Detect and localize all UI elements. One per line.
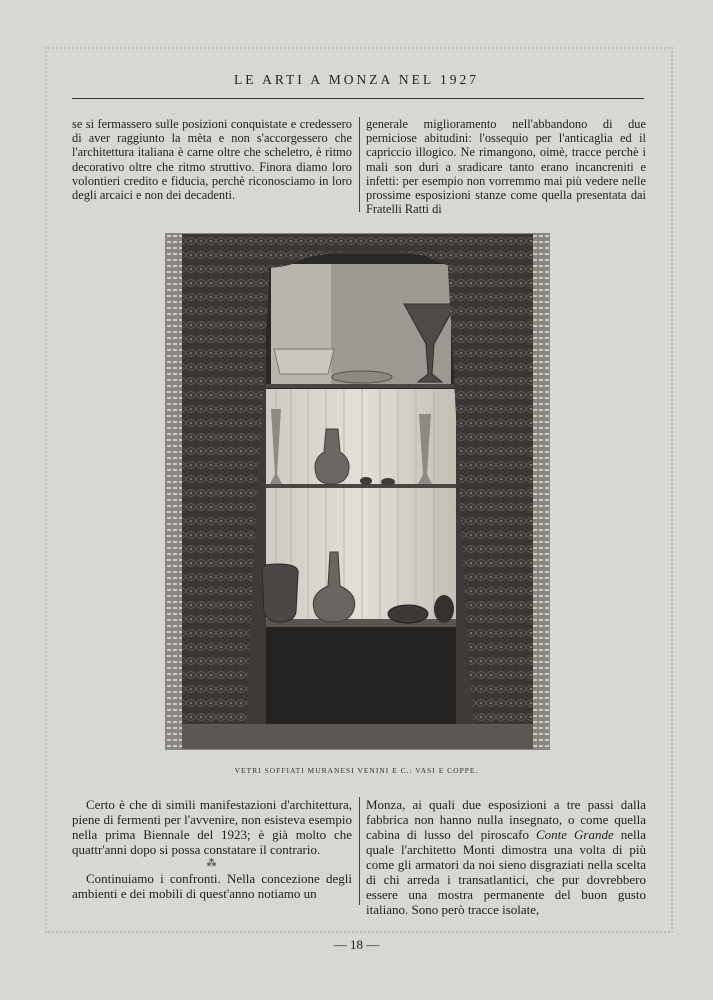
column-divider-bottom <box>359 797 360 905</box>
bottom-left-paragraph-2: Continuiamo i confronti. Nella concezione degli ambienti e dei mobili di quest'anno notiamo un <box>72 871 352 901</box>
right-gilt-frame <box>533 234 549 749</box>
photo-illustration <box>166 234 549 749</box>
column-divider-top <box>359 117 360 212</box>
low-bowl <box>388 605 428 623</box>
shelf-middle <box>266 484 456 488</box>
right-curtain <box>446 234 533 749</box>
left-gilt-frame <box>166 234 182 749</box>
page-number: — 18 — <box>333 937 380 952</box>
asterism-ornament: ⁂ <box>206 858 218 869</box>
figure-caption: VETRI SOFFIATI MURANESI VENINI E C.: VASI E COPPE. <box>234 766 479 775</box>
running-header: LE ARTI A MONZA NEL 1927 <box>233 72 480 87</box>
top-left-paragraph: se si fermassero sulle posizioni conquistate e credessero di aver raggiunto la mèta e non s'accorgessero che l'architettura italiana è carne oltre che scheletro, è ritmo decorativo oltre che ritmo struttivo. Finora diamo loro volontieri credito e fiducia, perchè riconosciamo in loro degli arcaici e non dei decadenti. <box>72 117 352 203</box>
left-curtain <box>182 234 271 749</box>
bottom-left-paragraph-1: Certo è che di simili manifestazioni d'architettura, piene di fermenti per l'avvenire, non esisteva esempio nella prima Biennale del 1923; è già molto che quattr'anni dopo si possa constatare il contrario. <box>72 797 352 857</box>
top-right-paragraph: generale miglioramento nell'abbandono di due perniciose abitudini: l'ossequio per l'anticaglia ed il capriccio illogico. Ne rimangono, oimè, tracce perchè i mali son duri a sradicare tanto erano incancreniti e infetti: per esempio non vorremmo mai più vedere nelle prossime esposizioni stanze come quella presentata dai Fratelli Ratti di <box>366 117 646 217</box>
ship-name: Conte Grande <box>535 827 614 842</box>
bottom-right-text-after: nella quale l'architetto Monti dimostra una volta di più come gli armatori da noi sieno disgraziati nella scelta di chi arreda i transatlantici, che pur dovrebbero essere una mostra permanente del buon gusto italiano. Sono però tracce isolate, <box>366 827 647 917</box>
glass-bowl <box>274 349 334 374</box>
bottom-right-paragraph <box>366 797 646 917</box>
photograph-glass-display <box>165 233 550 750</box>
top-right-column <box>366 117 646 216</box>
glass-dish <box>332 371 392 383</box>
shelf-top <box>266 384 456 388</box>
top-left-column <box>72 117 352 202</box>
bottom-left-column <box>72 797 352 901</box>
floor <box>182 724 533 749</box>
header-rule <box>72 98 644 99</box>
bottom-right-text-before: Monza, ai quali due esposizioni a tre passi dalla fabbrica non hanno nulla insegnato, o come quella cabina di lusso del piroscafo <box>366 797 646 842</box>
shelf-bottom <box>266 619 456 627</box>
bottom-right-column <box>366 797 646 917</box>
dark-vase <box>262 564 298 622</box>
